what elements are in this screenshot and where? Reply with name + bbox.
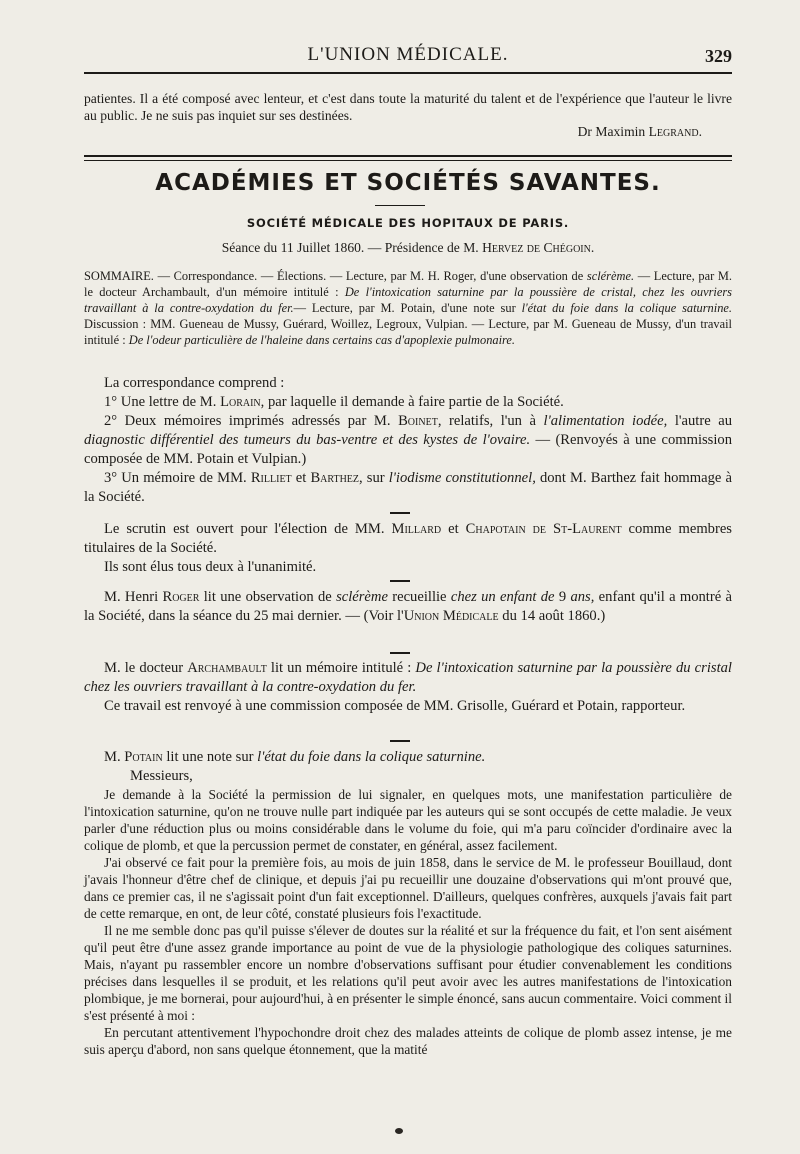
text-part: M. le docteur [104,660,188,676]
signature-last: Legrand. [648,124,702,139]
signature [84,124,732,140]
person-name: Millard [391,521,442,537]
italic-part: De l'intoxication saturnine par la poussière du cristal chez les ouvriers travaillant à la contre-oxydation du fer. [84,660,732,695]
intro-block [84,90,732,140]
scrutin-result: Ils sont élus tous deux à l'unanimité. [104,559,317,575]
seance-line [84,240,732,256]
italic-part: l'état du foie dans la colique saturnine. [257,749,486,765]
intro-text: patientes. Il a été composé avec lenteur, et c'est dans toute la maturité du talent et de l'expérience que l'auteur le livre au public. Je ne suis pas inquiet sur ses destinées. [84,91,732,123]
sommaire-italic: sclérème. [586,269,635,283]
running-title: L'UNION MÉDICALE. [307,44,509,65]
potain-paragraph-2: J'ai observé ce fait pour la première fois, au mois de juin 1858, dans le service de M. le professeur Bouillaud, dont j'avais l'honneur d'être chef de clinique, et depuis j'ai pu recueillir une douzaine d'observations qui m'ont prouvé que, dans ce premier cas, il ne s'agissait point d'un fait exceptionnel. D'ailleurs, quelques confrères, auxquels j'avais fait part de cette remarque, en ont, de leur côté, constaté plusieurs fois l'exactitude. [84,855,732,921]
text-part: dont M. Barthez fait hommage à la Société. [84,470,732,505]
scrutin-block [84,520,732,577]
sommaire-italic: De l'intoxication saturnine par la poussière de cristal, chez les ouvriers travaillant à la contre-oxydation du fer. [84,285,733,315]
seance-president: Hervez de Chégoin. [482,240,595,255]
sommaire-part: — Lecture, par M. le docteur Archambault, d'un mémoire intitulé : [84,269,732,299]
text-part: 2° Deux mémoires imprimés adressés par M. [104,413,399,429]
text-part: M. Henri [104,589,163,605]
section-title: ACADÉMIES ET SOCIÉTÉS SAVANTES. [155,170,661,196]
person-name: Archambault [187,660,267,676]
text-part: comme membres titulaires de la Société. [84,521,732,556]
text-part: — (Renvoyés à une commission composée de MM. Potain et Vulpian.) [84,432,733,467]
italic-part: ans, [570,589,595,605]
person-name: Rilliet [250,470,292,486]
text-part: 3° Un mémoire de MM. [104,470,251,486]
sommaire-block [84,268,732,348]
correspondance-block [84,374,732,507]
text-part: 1° Une lettre de M. [104,394,221,410]
italic-part: l'iodisme constitutionnel, [388,470,536,486]
section-rule-bottom [84,160,732,161]
archambault-text [84,659,732,697]
archambault-renvoi: Ce travail est renvoyé à une commission composée de MM. Grisolle, Guérard et Potain, rapporteur. [104,698,686,714]
journal-name: Union Médicale [403,608,499,624]
seance-prefix: Séance du 11 Juillet 1860. — Présidence de M. [221,240,479,255]
potain-paragraph-4: En percutant attentivement l'hypochondre droit chez des malades atteints de colique de plomb assez intense, je me suis aperçu d'abord, non sans quelque étonnement, que la matité [84,1025,732,1057]
text-part: Le scrutin est ouvert pour l'élection de MM. [104,521,392,537]
potain-block [84,748,732,1058]
person-name: Potain [124,749,163,765]
potain-paragraph-1: Je demande à la Société la permission de lui signaler, en quelques mots, une manifestation particulière de l'intoxication saturnine, qu'on ne trouve nulle part indiquée par les auteurs qui se sont occupés de cette maladie. Je veux parler d'une réduction plus ou moins considérable dans le volume du foie, qui m'a paru coïncider d'ordinaire avec la colique de plomb, et que la percussion permet de constater, en général, assez facilement. [84,787,732,853]
text-part: M. [104,749,125,765]
correspondance-item [84,393,732,412]
person-name: Roger [162,589,200,605]
correspondance-intro: La correspondance comprend : [104,375,285,391]
sommaire-part: Discussion : MM. Gueneau de Mussy, Guérard, Woillez, Legroux, Vulpian. — Lecture, par M. Gueneau de Mussy, d'un travail intitulé : [84,317,732,347]
text-part: lit une note sur [162,749,258,765]
text-part: recueillie [387,589,451,605]
page-number: 329 [705,46,732,66]
roger-block [84,588,732,626]
potain-intro [84,748,732,767]
section-rule-top [84,155,732,157]
separator-dash [390,512,410,514]
sommaire-part: — Correspondance. — Élections. — Lecture, par M. H. Roger, d'une observation de [153,269,587,283]
sommaire-part: — Lecture, par M. Potain, d'une note sur [293,301,522,315]
italic-part: chez un enfant de [450,589,555,605]
potain-paragraph-3: Il ne me semble donc pas qu'il puisse s'élever de doutes sur la réalité et sur la fréquence du fait, et l'on sent aisément qu'il peut être d'une assez grande importance au point de vue de la physiologie pathologique des coliques saturnines. Mais, n'ayant pu rassembler encore un nombre d'observations suffisant pour étudier convenablement les conditions précises dans lesquelles il se produit, et les relations qu'il peut avoir avec les autres manifestations de l'intoxication plombique, je me bornerai, pour aujourd'hui, à en présenter le simple énoncé, sans aucun commentaire. Voici comment il s'est présenté à moi : [84,923,732,1023]
sommaire-italic: De l'odeur particulière de l'haleine dans certains cas d'apoplexie pulmonaire. [128,333,515,347]
italic-part: l'alimentation iodée, [543,413,668,429]
text-part: lit un mémoire intitulé : [266,660,416,676]
archambault-block [84,659,732,716]
text-part: , sur [359,470,389,486]
header-rule [84,72,732,74]
scrutin-text [84,520,732,558]
sommaire-label: SOMMAIRE. [84,269,154,283]
italic-part: diagnostic différentiel des tumeurs du bas-ventre et des kystes de l'ovaire. [84,432,531,448]
signature-first: Maximin [595,124,646,139]
signature-prefix: Dr [577,124,592,139]
person-name: Chapotain de St-Laurent [465,521,622,537]
text-part: enfant qu'il a montré à la Société, dans la séance du 25 mai dernier. — (Voir l' [84,589,732,624]
text-part: l'autre au [667,413,732,429]
page-header [84,44,732,70]
italic-part: sclérème [336,589,388,605]
person-name: Lorain [220,394,261,410]
salutation: Messieurs, [130,768,193,784]
roger-text [84,588,732,626]
text-part: , relatifs, l'un à [437,413,544,429]
text-part: 9 [554,589,571,605]
separator-dash [390,740,410,742]
sommaire-italic: l'état du foie dans la colique saturnine. [521,301,732,315]
text-part: du 14 août 1860.) [498,608,606,624]
title-divider [375,205,425,206]
society-name: SOCIÉTÉ MÉDICALE DES HOPITAUX DE PARIS. [246,216,570,230]
correspondance-item [84,469,732,507]
text-part: , par laquelle il demande à faire partie de la Société. [260,394,564,410]
correspondance-item [84,412,732,469]
sommaire-text [84,268,732,348]
text-part: et [291,470,311,486]
person-name: Barthez [310,470,360,486]
person-name: Boinet [398,413,438,429]
text-part: et [441,521,466,537]
ink-stain [395,1128,403,1134]
separator-dash [390,652,410,654]
text-part: lit une observation de [199,589,337,605]
separator-dash [390,580,410,582]
